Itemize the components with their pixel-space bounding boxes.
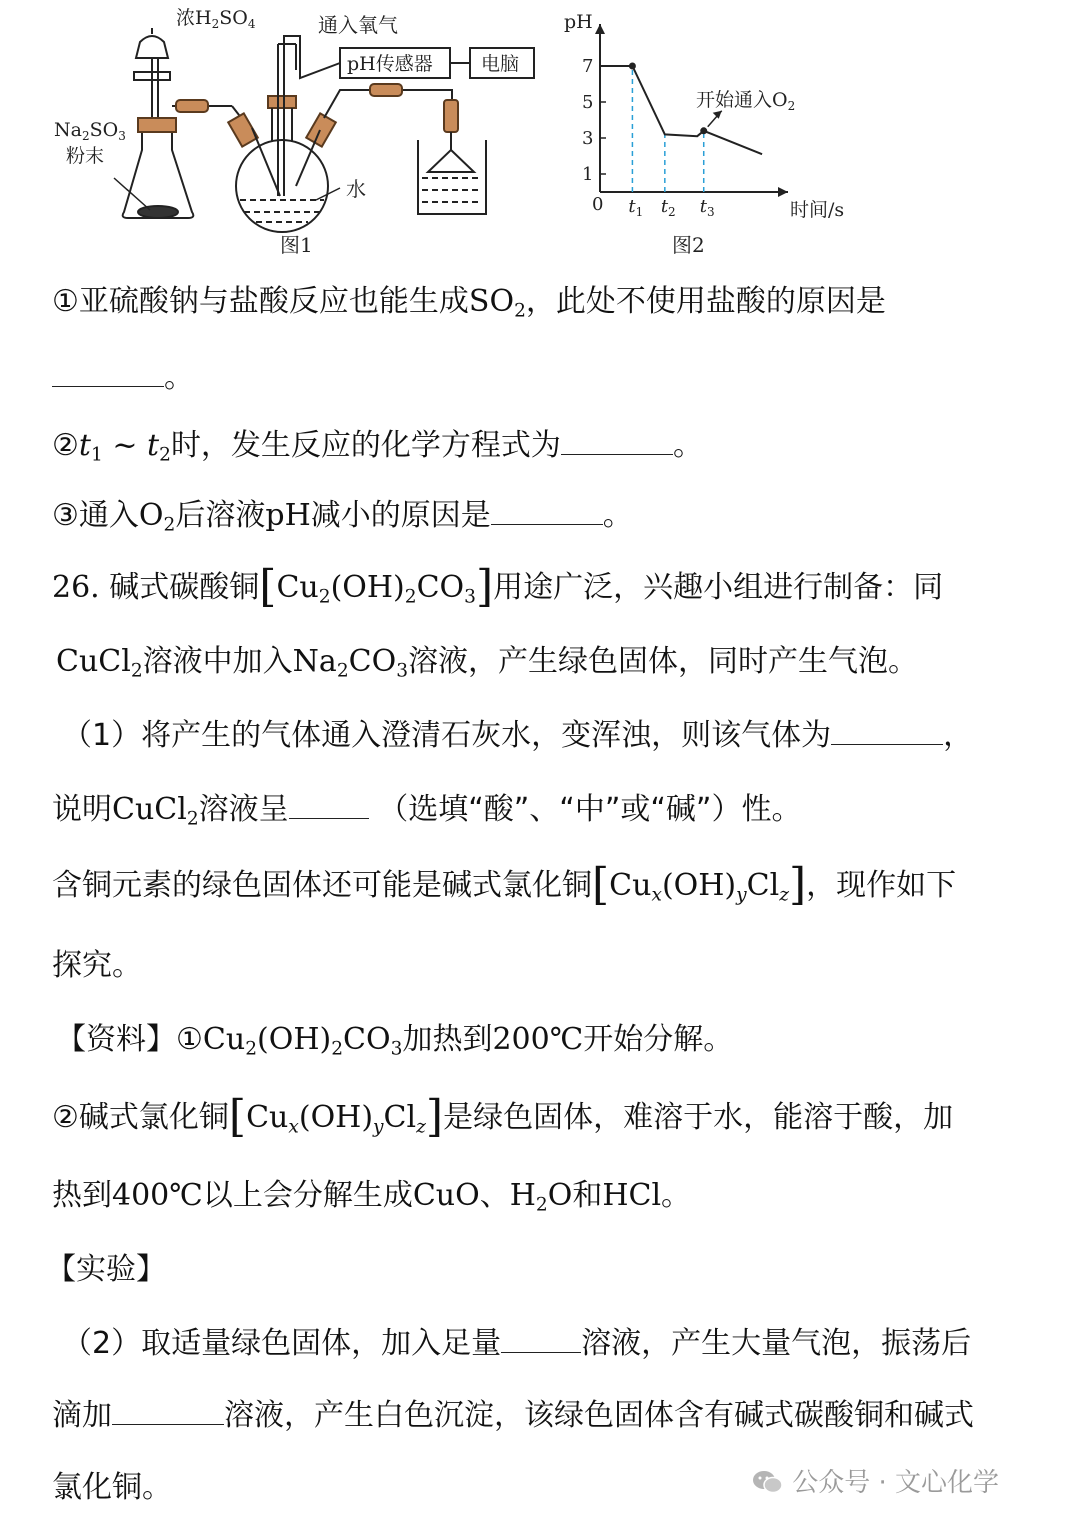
- powder-label-2: 粉末: [66, 145, 105, 167]
- annotation-arrowhead: [713, 111, 722, 119]
- apparatus-diagram: [114, 28, 534, 232]
- info-1: 【资料】$①Cu_2(OH)_2CO_3$加热到200℃开始分解。: [56, 1022, 734, 1060]
- question-1: ①亚硫酸钠与盐酸反应也能生成$SO_2$，此处不使用盐酸的原因是: [52, 284, 886, 322]
- x-tick-label: $t_3$: [699, 196, 715, 219]
- experiment-title: 【实验】: [46, 1252, 166, 1287]
- y-tick-label: 3: [582, 128, 594, 149]
- water-label: 水: [346, 177, 366, 201]
- answer-blank[interactable]: [831, 718, 943, 745]
- problem-26-line2: CuCl$_2$溶液中加入$Na_2CO_3$溶液，产生绿色固体，同时产生气泡。: [56, 644, 919, 682]
- sensor-label: pH传感器: [347, 53, 433, 75]
- powder-label: $Na_2SO_3$: [54, 119, 126, 143]
- part-2: （2）取适量绿色固体，加入足量 溶液，产生大量气泡，振荡后: [62, 1326, 972, 1361]
- question-3: ③通入$O_2$后溶液pH减小的原因是 。: [52, 498, 633, 536]
- acid-label: 浓$H_2SO_4$: [176, 7, 256, 31]
- x-tick-label: $t_1$: [628, 196, 644, 219]
- answer-blank[interactable]: [112, 1398, 224, 1425]
- info-3: 热到400℃以上会分解生成CuO、$H_2O$和HCl。: [52, 1178, 692, 1216]
- computer-label: 电脑: [481, 53, 520, 75]
- oxygen-label: 通入氧气: [318, 13, 398, 37]
- answer-blank[interactable]: [501, 1326, 581, 1353]
- y-axis-label: pH: [564, 11, 593, 33]
- question-1-answer: 。: [52, 358, 1042, 398]
- ph-chart: [564, 11, 844, 221]
- watermark: 公众号 · 文心化学: [752, 1462, 999, 1499]
- data-point: [629, 63, 636, 70]
- figure2-caption: 图2: [672, 233, 705, 257]
- y-tick-label: 5: [582, 92, 594, 113]
- x-axis-label: 时间/s: [790, 199, 845, 221]
- green-solid-text-2: 探究。: [52, 948, 142, 983]
- y-axis-arrow: [595, 24, 605, 34]
- question-2: $②t_1$ ~ $t_2$时，发生反应的化学方程式为 。: [52, 428, 703, 466]
- wechat-icon: [752, 1469, 784, 1495]
- answer-blank[interactable]: [561, 428, 673, 455]
- problem-26: 26. 碱式碳酸铜$[Cu_2(OH)_2CO_3]$用途广泛，兴趣小组进行制备：同: [52, 561, 944, 612]
- info-2: ②碱式氯化铜$[Cu_x(OH)_yCl_z]$是绿色固体，难溶于水，能溶于酸，加: [52, 1091, 954, 1142]
- answer-blank[interactable]: [52, 360, 164, 387]
- figure1-caption: 图1: [280, 233, 313, 257]
- figure-area: [0, 0, 1080, 262]
- green-solid-text: 含铜元素的绿色固体还可能是碱式氯化铜$[Cu_x(OH)_yCl_z]$，现作如下: [52, 859, 957, 910]
- answer-blank[interactable]: [289, 792, 369, 819]
- y-tick-label: 7: [582, 56, 594, 77]
- part-1: （1）将产生的气体通入澄清石灰水，变浑浊，则该气体为 ，: [62, 718, 974, 753]
- data-point: [700, 127, 707, 134]
- y-tick-label: 1: [582, 164, 594, 185]
- origin-label: 0: [592, 194, 604, 215]
- x-axis-arrow: [778, 187, 788, 197]
- chart-annotation: 开始通入$O_2$: [696, 89, 796, 113]
- part-1-line2: 说明CuCl$_2$溶液呈 （选填“酸”、“中”或“碱”）性。: [52, 792, 802, 830]
- part-2-line2: 滴加 溶液，产生白色沉淀，该绿色固体含有碱式碳酸铜和碱式: [52, 1398, 974, 1433]
- answer-blank[interactable]: [491, 498, 603, 525]
- part-2-line3: 氯化铜。: [52, 1470, 172, 1505]
- x-tick-label: $t_2$: [660, 196, 676, 219]
